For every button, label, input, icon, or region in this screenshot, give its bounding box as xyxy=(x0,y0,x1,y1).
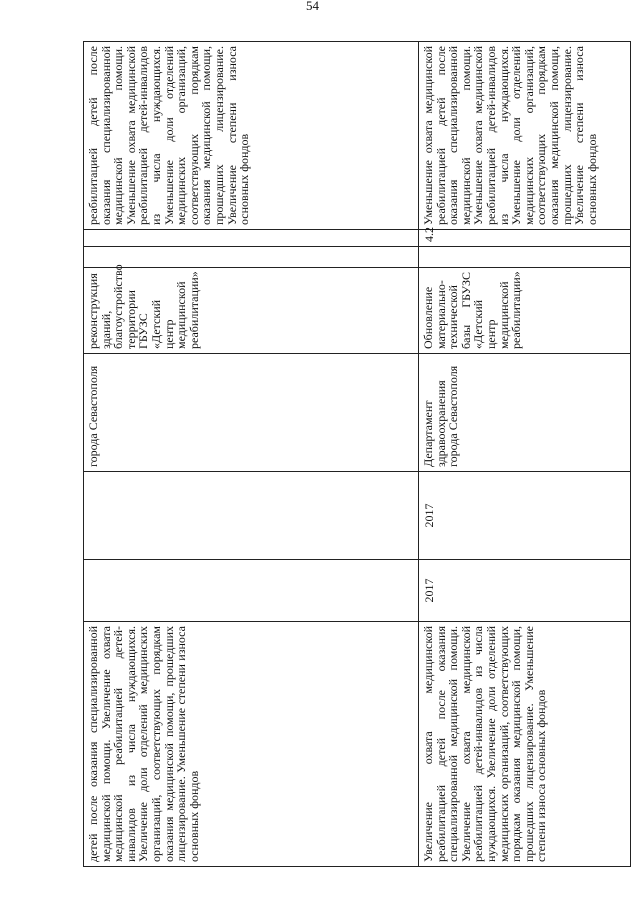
risk-cell: Уменьшение охвата медицинской реабилитацией детей после оказания специализированной медицинской помощи. Уменьшение охвата медицинской реабилитацией детей-инвалидов из числа нуждающихся. Уменьшение доли отделений медицинских организаций, соответствующих порядкам оказания медицинской помощи, прошедших лицензирование. Увеличение степени износа основных фондов xyxy=(419,42,631,230)
risk-cell: реабилитацией детей после оказания специализированной медицинской помощи. Уменьшение охвата медицинской реабилитацией детей-инвалидов из числа нуждающихся. Уменьшение доли отделений медицинских организаций, соответствующих порядкам оказания медицинской помощи, прошедших лицензирование. Увеличение степени износа основных фондов xyxy=(84,42,419,230)
executor-cell: Департамент здравоохранения города Севастополя xyxy=(419,354,631,472)
blank-cell xyxy=(84,247,419,268)
result-cell: Увеличение охвата медицинской реабилитацией детей после оказания специализированной медицинской помощи. Увеличение охвата медицинской реабилитацией детей-инвалидов из числа нуждающихся. Увеличение доли отделений медицинских организаций, соответствующих порядкам оказания медицинской помощи, прошедших лицензирование. Уменьшение степени износа основных фондов xyxy=(419,622,631,867)
number-cell xyxy=(84,230,419,247)
result-cell: детей после оказания специализированной медицинской помощи. Увеличение охвата медицинской реабилитацией детей-инвалидов из числа нуждающихся. Увеличение доли отделений медицинских организаций, соответствующих порядкам оказания медицинской помощи, прошедших лицензирование. Уменьшение степени износа основных фондов xyxy=(84,622,419,867)
number-cell: 4.2 xyxy=(419,230,631,247)
table-row xyxy=(84,42,419,867)
rotated-table-container xyxy=(83,42,630,867)
executor-cell: города Севастополя xyxy=(84,354,419,472)
program-measures-table xyxy=(83,41,631,867)
start-year-cell xyxy=(84,560,419,622)
measure-cell: Обновление материально-технической базы ГБУЗС «Детский центр медицинской реабилитации» xyxy=(419,268,631,354)
start-year-cell: 2017 xyxy=(419,560,631,622)
table-row xyxy=(419,42,631,867)
end-year-cell xyxy=(84,472,419,560)
end-year-cell: 2017 xyxy=(419,472,631,560)
measure-cell: реконструкция зданий, благоустройство территории ГБУЗС «Детский центр медицинской реабилитации» xyxy=(84,268,419,354)
blank-cell xyxy=(419,247,631,268)
page-number: 54 xyxy=(306,0,319,13)
